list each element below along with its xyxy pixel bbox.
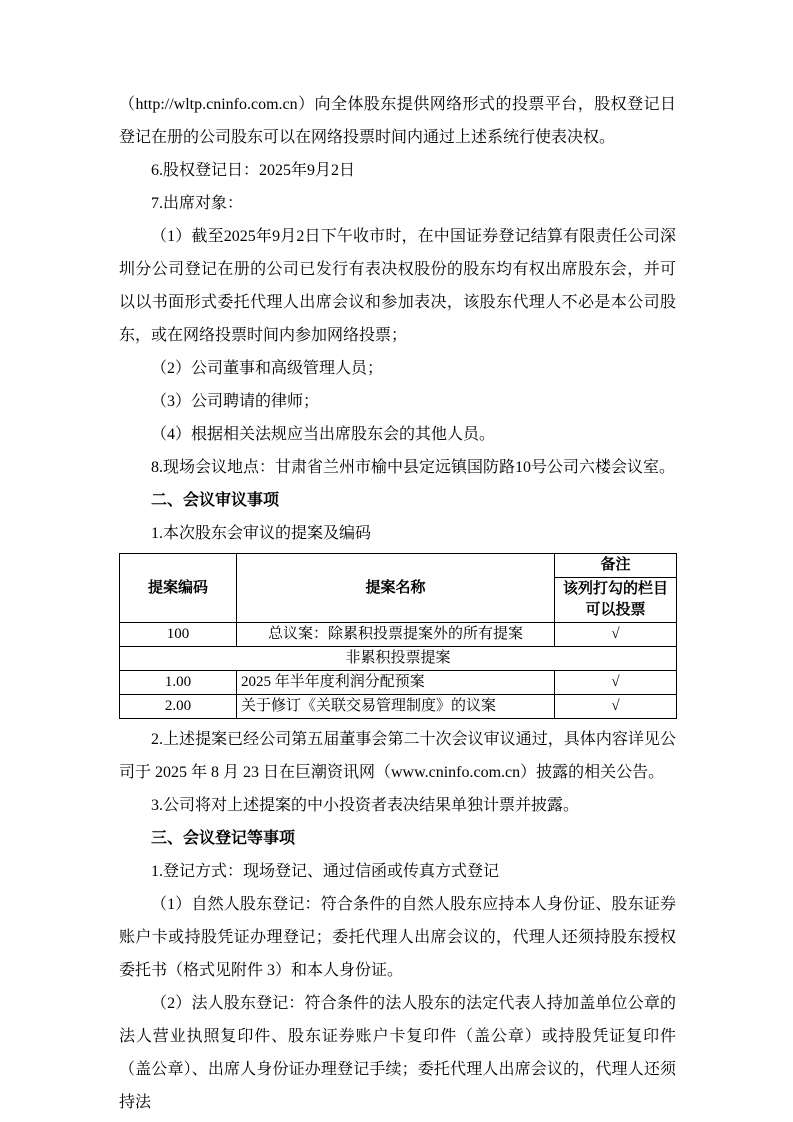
proposal-code-cell: 100 [120,623,237,647]
paragraph-network-voting: （http://wltp.cninfo.com.cn）向全体股东提供网络形式的投票平台，股权登记日登记在册的公司股东可以在网络投票时间内通过上述系统行使表决权。 [119,96,676,146]
paragraph-record-date: 6.股权登记日：2025年9月2日 [151,162,356,179]
paragraph-legal-person-registration: （2）法人股东登记：符合条件的法人股东的法定代表人持加盖单位公章的法人营业执照复印件、股东证券账户卡复印件（盖公章）或持股凭证复印件（盖公章）、出席人身份证办理登记手续；委托代理人出席会议的，代理人还须持法 [119,995,676,1111]
header-proposal-name: 提案名称 [237,554,555,623]
paragraph-approval-note: 2.上述提案已经公司第五届董事会第二十次会议审议通过，具体内容详见公司于 2025 年 8 月 23 日在巨潮资讯网（www.cninfo.com.cn）披露的相关公告。 [119,731,676,781]
paragraph-registration-method: 1.登记方式：现场登记、通过信函或传真方式登记 [151,863,500,880]
header-remark-note-line1: 该列打勾的栏目 [562,581,668,597]
proposal-remark-cell: √ [555,671,677,695]
header-remark-note [555,578,677,623]
paragraph-minority-vote: 3.公司将对上述提案的中小投资者表决结果单独计票并披露。 [151,797,580,814]
paragraph-attendees-3: （3）公司聘请的律师； [151,393,320,410]
paragraph-attendees-4: （4）根据相关法规应当出席股东会的其他人员。 [151,426,496,443]
paragraph-venue: 8.现场会议地点：甘肃省兰州市榆中县定远镇国防路10号公司六楼会议室。 [151,459,676,476]
proposal-table [119,553,677,719]
proposal-name-cell: 总议案：除累积投票提案外的所有提案 [237,623,555,647]
section-heading-review-matters: 二、会议审议事项 [151,492,280,509]
section-heading-registration: 三、会议登记等事项 [151,830,296,847]
paragraph-attendees-1: （1）截至2025年9月2日下午收市时，在中国证券登记结算有限责任公司深圳分公司登记在册的公司已发行有表决权股份的股东均有权出席股东会，并可以以书面形式委托代理人出席会议和参加表决，该股东代理人不必是本公司股东，或在网络投票时间内参加网络投票； [119,228,676,344]
proposal-name-cell: 2025 年半年度利润分配预案 [237,671,555,695]
proposal-remark-cell: √ [555,623,677,647]
header-proposal-code: 提案编码 [120,554,237,623]
table-row-proposal-2 [120,695,677,719]
proposal-remark-cell: √ [555,695,677,719]
proposal-code-cell: 1.00 [120,671,237,695]
proposal-name-cell: 关于修订《关联交易管理制度》的议案 [237,695,555,719]
table-row-proposal-1 [120,671,677,695]
paragraph-attendees-2: （2）公司董事和高级管理人员； [151,360,384,377]
table-row-section [120,647,677,671]
paragraph-natural-person-registration: （1）自然人股东登记：符合条件的自然人股东应持本人身份证、股东证券账户卡或持股凭证办理登记；委托代理人出席会议的，代理人还须持股东授权委托书（格式见附件 3）和本人身份证。 [119,896,676,979]
header-remark: 备注 [555,554,677,578]
header-remark-note-line2: 可以投票 [585,602,646,618]
paragraph-attendees-title: 7.出席对象： [151,195,244,212]
proposal-code-cell: 2.00 [120,695,237,719]
paragraph-proposals-intro: 1.本次股东会审议的提案及编码 [151,525,372,542]
non-cumulative-section-cell: 非累积投票提案 [120,647,677,671]
table-header-row [120,554,677,578]
table-row-general [120,623,677,647]
